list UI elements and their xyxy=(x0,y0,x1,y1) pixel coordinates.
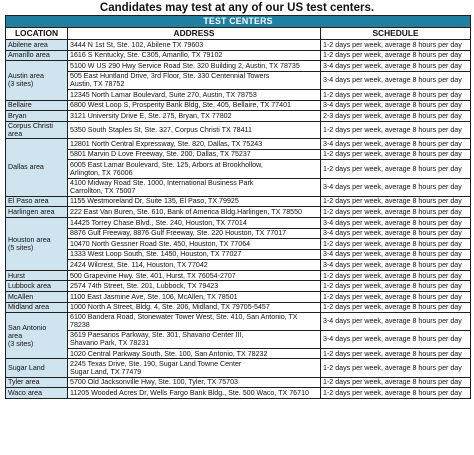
address-cell: 1616 S Kentucky, Ste. C305, Amarillo, TX 79102 xyxy=(68,50,321,61)
location-cell: McAllen xyxy=(6,292,68,303)
table-row xyxy=(6,377,471,388)
table-row xyxy=(6,178,471,196)
address-cell: 3444 N 1st St, Ste. 102, Abilene TX 79603 xyxy=(68,40,321,51)
page-title: Candidates may test at any of our US test centers. xyxy=(99,2,375,14)
table-row xyxy=(6,228,471,239)
location-cell: Dallas area xyxy=(6,139,68,197)
schedule-cell: 1-2 days per week, average 8 hours per day xyxy=(321,40,471,51)
address-cell: 1000 North A Street, Bldg. 4, Ste. 206, Midland, TX 79705-5457 xyxy=(68,302,321,313)
column-header-location: LOCATION xyxy=(6,28,68,40)
location-cell: Corpus Christi area xyxy=(6,121,68,138)
location-cell: Lubbock area xyxy=(6,281,68,292)
table-body xyxy=(6,40,471,399)
table-row xyxy=(6,292,471,303)
schedule-cell: 1-2 days per week, average 8 hours per day xyxy=(321,207,471,218)
schedule-cell: 3-4 days per week, average 8 hours per day xyxy=(321,100,471,111)
location-cell: Hurst xyxy=(6,270,68,281)
schedule-cell: 1-2 days per week, average 8 hours per day xyxy=(321,89,471,100)
schedule-cell: 1-2 days per week, average 8 hours per day xyxy=(321,359,471,377)
table-row xyxy=(6,260,471,271)
address-cell: 8876 Gulf Freeway, 8876 Gulf Freeway, Ste. 220 Houston, TX 77017 xyxy=(68,228,321,239)
schedule-cell: 3-4 days per week, average 8 hours per day xyxy=(321,249,471,260)
address-cell: 10470 North Gessner Road Ste. 450, Houston, TX 77064 xyxy=(68,239,321,250)
schedule-cell: 2-3 days per week, average 8 hours per day xyxy=(321,111,471,122)
address-cell: 4100 Midway Road Ste. 1000, International Business Park Carrollton, TX 75007 xyxy=(68,178,321,196)
schedule-cell: 1-2 days per week, average 8 hours per day xyxy=(321,292,471,303)
location-cell: Amarillo area xyxy=(6,50,68,61)
table-row xyxy=(6,71,471,89)
location-cell: Bryan xyxy=(6,111,68,122)
schedule-cell: 3-4 days per week, average 8 hours per day xyxy=(321,217,471,228)
location-cell: Sugar Land xyxy=(6,359,68,377)
table-row xyxy=(6,239,471,250)
address-cell: 6800 West Loop S, Prosperity Bank Bldg, Ste. 405, Bellaire, TX 77401 xyxy=(68,100,321,111)
schedule-cell: 1-2 days per week, average 8 hours per day xyxy=(321,348,471,359)
address-cell: 11205 Wooded Acres Dr, Wells Fargo Bank Bldg., Ste. 500 Waco, TX 76710 xyxy=(68,388,321,399)
address-cell: 1020 Central Parkway South, Ste. 100, San Antonio, TX 78232 xyxy=(68,348,321,359)
table-row xyxy=(6,348,471,359)
table-row xyxy=(6,281,471,292)
location-cell: Midland area xyxy=(6,302,68,313)
table-row xyxy=(6,207,471,218)
location-cell: Harlingen area xyxy=(6,207,68,218)
address-cell: 2574 74th Street, Ste. 201, Lubbock, TX 79423 xyxy=(68,281,321,292)
address-cell: 3619 Paesanos Parkway, Ste. 301, Shavano Center III, Shavano Park, TX 78231 xyxy=(68,330,321,348)
column-header-schedule: SCHEDULE xyxy=(321,28,471,40)
address-cell: 222 East Van Buren, Ste. 610, Bank of America Bldg.Harlingen, TX 78550 xyxy=(68,207,321,218)
location-cell: Houston area (5 sites) xyxy=(6,217,68,270)
test-centers-table-wrap xyxy=(5,15,470,399)
table-row xyxy=(6,270,471,281)
table-row xyxy=(6,359,471,377)
schedule-cell: 3-4 days per week, average 8 hours per day xyxy=(321,260,471,271)
table-row xyxy=(6,89,471,100)
location-cell: El Paso area xyxy=(6,196,68,207)
table-row xyxy=(6,313,471,330)
schedule-cell: 3-4 days per week, average 8 hours per day xyxy=(321,61,471,72)
table-row xyxy=(6,40,471,51)
table-row xyxy=(6,61,471,72)
address-cell: 1333 West Loop South, Ste. 1450, Houston, TX 77027 xyxy=(68,249,321,260)
address-cell: 12801 North Central Expressway, Ste. 820, Dallas, TX 75243 xyxy=(68,139,321,150)
schedule-cell: 3-4 days per week, average 8 hours per day xyxy=(321,228,471,239)
schedule-cell: 1-2 days per week, average 8 hours per day xyxy=(321,270,471,281)
schedule-cell: 1-2 days per week, average 8 hours per day xyxy=(321,302,471,313)
schedule-cell: 1-2 days per week, average 8 hours per day xyxy=(321,149,471,160)
address-cell: 6100 Bandera Road, Stonewater Tower West, Ste. 410, San Antonio, TX 78238 xyxy=(68,313,321,330)
location-cell: Austin area (3 sites) xyxy=(6,61,68,100)
table-row xyxy=(6,111,471,122)
table-banner: TEST CENTERS xyxy=(6,16,471,28)
address-cell: 500 Grapevine Hwy. Ste. 401, Hurst, TX 76054-2707 xyxy=(68,270,321,281)
location-cell: Waco area xyxy=(6,388,68,399)
table-row xyxy=(6,302,471,313)
table-row xyxy=(6,50,471,61)
schedule-cell: 3-4 days per week, average 8 hours per day xyxy=(321,330,471,348)
address-cell: 2245 Texas Drive, Ste. 190, Sugar Land Towne Center Sugar Land, TX 77479 xyxy=(68,359,321,377)
table-row xyxy=(6,330,471,348)
schedule-cell: 1-2 days per week, average 8 hours per day xyxy=(321,377,471,388)
address-cell: 2424 Wilcrest, Ste. 114, Houston, TX 77042 xyxy=(68,260,321,271)
table-row xyxy=(6,149,471,160)
schedule-cell: 1-2 days per week, average 8 hours per day xyxy=(321,50,471,61)
address-cell: 14425 Torrey Chase Blvd., Ste. 240, Houston, TX 77014 xyxy=(68,217,321,228)
address-cell: 505 East Huntland Drive, 3rd Floor, Ste. 330 Centennial Towers Austin, TX 78752 xyxy=(68,71,321,89)
table-row xyxy=(6,160,471,178)
address-cell: 3121 University Drive E, Ste. 275, Bryan, TX 77802 xyxy=(68,111,321,122)
address-cell: 5350 South Staples St, Ste. 327, Corpus Christi TX 78411 xyxy=(68,121,321,138)
schedule-cell: 1-2 days per week, average 8 hours per day xyxy=(321,196,471,207)
table-row xyxy=(6,388,471,399)
address-cell: 5700 Old Jacksonville Hwy, Ste. 100, Tyler, TX 75703 xyxy=(68,377,321,388)
table-row xyxy=(6,100,471,111)
schedule-cell: 3-4 days per week, average 8 hours per day xyxy=(321,313,471,330)
schedule-cell: 1-2 days per week, average 8 hours per day xyxy=(321,388,471,399)
schedule-cell: 1-2 days per week, average 8 hours per day xyxy=(321,160,471,178)
schedule-cell: 3-4 days per week, average 8 hours per day xyxy=(321,71,471,89)
table-row xyxy=(6,139,471,150)
location-cell: Abilene area xyxy=(6,40,68,51)
schedule-cell: 3-4 days per week, average 8 hours per day xyxy=(321,178,471,196)
test-centers-table xyxy=(5,15,471,399)
table-row xyxy=(6,249,471,260)
location-cell: Bellaire xyxy=(6,100,68,111)
table-row xyxy=(6,217,471,228)
address-cell: 12345 North Lamar Boulevard, Suite 270, Austin, TX 78753 xyxy=(68,89,321,100)
address-cell: 5801 Marvin D Love Freeway, Ste. 200, Dallas, TX 75237 xyxy=(68,149,321,160)
column-header-address: ADDRESS xyxy=(68,28,321,40)
address-cell: 1155 Westmoreland Dr, Suite 135, El Paso, TX 79925 xyxy=(68,196,321,207)
location-cell: San Antonio area (3 sites) xyxy=(6,313,68,359)
table-row xyxy=(6,196,471,207)
schedule-cell: 3-4 days per week, average 8 hours per day xyxy=(321,139,471,150)
schedule-cell: 1-2 days per week, average 8 hours per day xyxy=(321,121,471,138)
address-cell: 6005 East Lamar Boulevard, Ste. 125, Arbors at Brookhollow, Arlington, TX 76006 xyxy=(68,160,321,178)
address-cell: 5100 W US 290 Hwy Service Road Ste. 320 Building 2, Austin, TX 78735 xyxy=(68,61,321,72)
address-cell: 1100 East Jasmine Ave, Ste. 106, McAllen, TX 78501 xyxy=(68,292,321,303)
schedule-cell: 1-2 days per week, average 8 hours per day xyxy=(321,239,471,250)
schedule-cell: 1-2 days per week, average 8 hours per day xyxy=(321,281,471,292)
table-row xyxy=(6,121,471,138)
location-cell: Tyler area xyxy=(6,377,68,388)
